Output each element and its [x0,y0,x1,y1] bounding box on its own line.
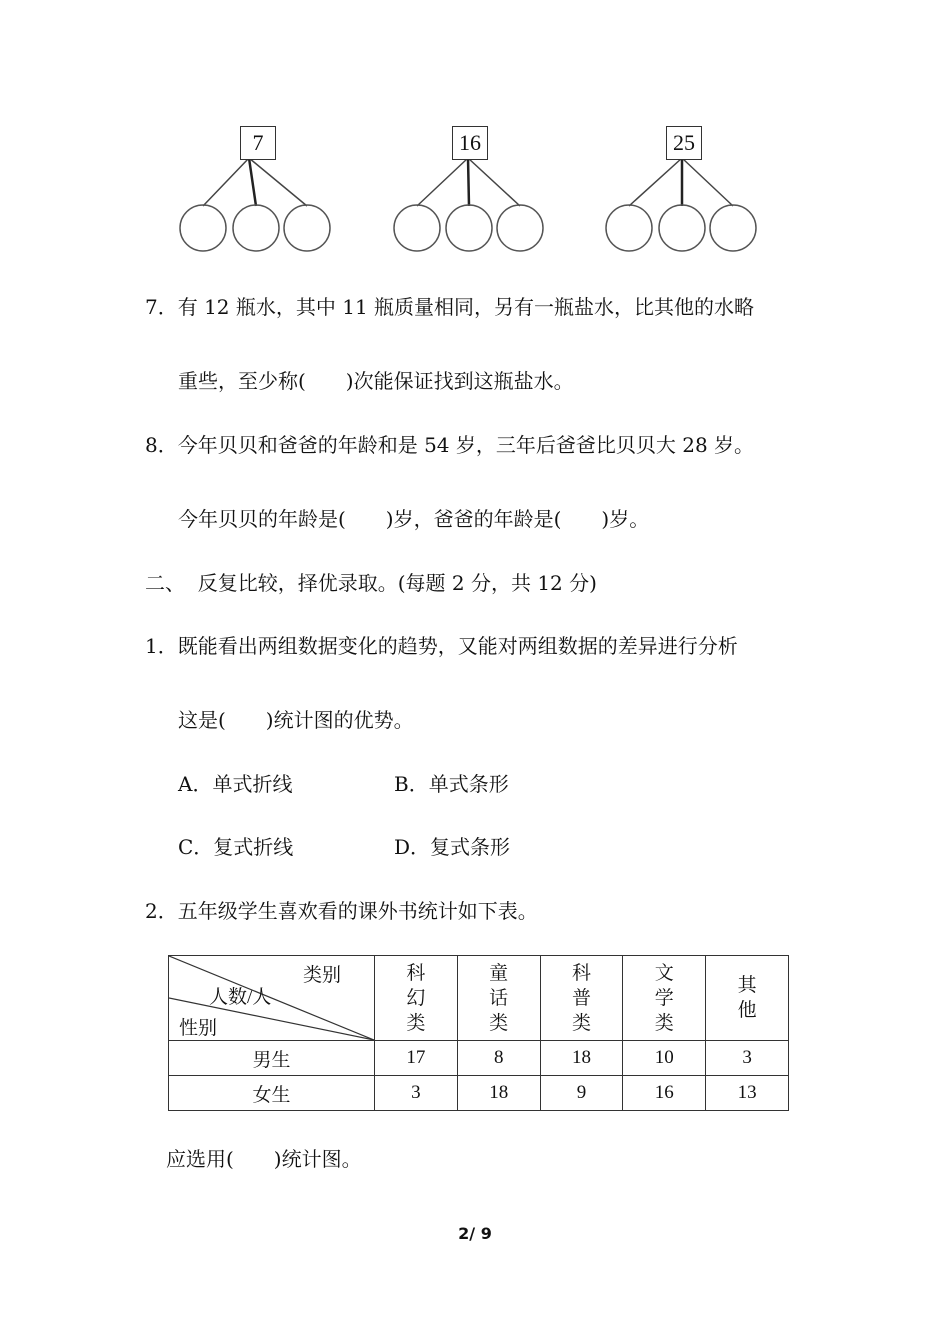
option-a: A．单式折线 [178,772,293,796]
option-d: D．复式条形 [394,835,511,859]
q8-line1: 8．今年贝贝和爸爸的年龄和是 54 岁，三年后爸爸比贝贝大 28 岁。 [145,433,755,457]
table-row [169,1041,789,1076]
option-b: B．单式条形 [394,772,509,796]
column-header: 科普类 [540,956,623,1041]
q7-line2: 重些，至少称( )次能保证找到这瓶盐水。 [178,369,574,393]
table-header-row [169,956,789,1041]
corner-label-gender: 性别 [179,1018,218,1039]
option-c: C．复式折线 [178,835,294,859]
table-corner-cell [169,956,375,1041]
table-cell: 16 [623,1076,706,1111]
book-stats-table [168,955,789,1111]
tree-circle [659,205,705,251]
tree-circle [233,205,279,251]
tree-top-number: 7 [240,126,276,160]
table-cell: 18 [457,1076,540,1111]
tree-circle [180,205,226,251]
column-header: 童话类 [457,956,540,1041]
column-header: 文学类 [623,956,706,1041]
table-cell: 9 [540,1076,623,1111]
row-label: 男生 [169,1041,375,1076]
corner-label-category: 类别 [303,965,342,986]
number-tree-3 [600,118,770,258]
row-label: 女生 [169,1076,375,1111]
s2-q2-line1: 2．五年级学生喜欢看的课外书统计如下表。 [145,899,538,923]
s2-q1-line2: 这是( )统计图的优势。 [178,708,414,732]
section2-title: 二、 反复比较，择优录取。(每题 2 分，共 12 分) [145,571,597,595]
q7-line1: 7．有 12 瓶水，其中 11 瓶质量相同，另有一瓶盐水，比其他的水略 [145,295,755,319]
table-cell: 18 [540,1041,623,1076]
page-number: 2/ 9 [458,1224,492,1243]
tree-circle [606,205,652,251]
table-cell: 8 [457,1041,540,1076]
table-cell: 3 [375,1076,458,1111]
table-row [169,1076,789,1111]
tree-circle [284,205,330,251]
table-cell: 13 [706,1076,789,1111]
number-tree-2 [386,118,556,258]
tree-top-number: 16 [452,126,488,160]
table-cell: 10 [623,1041,706,1076]
s2-q2-answer: 应选用( )统计图。 [166,1147,362,1171]
column-header: 其他 [706,956,789,1041]
tree-circle [497,205,543,251]
tree-circle [710,205,756,251]
s2-q1-line1: 1．既能看出两组数据变化的趋势，又能对两组数据的差异进行分析 [145,634,738,658]
table-cell: 3 [706,1041,789,1076]
table-cell: 17 [375,1041,458,1076]
column-header: 科幻类 [375,956,458,1041]
tree-circle [446,205,492,251]
tree-circle [394,205,440,251]
q8-line2: 今年贝贝的年龄是( )岁，爸爸的年龄是( )岁。 [178,507,650,531]
corner-label-count: 人数/人 [209,987,272,1008]
tree-top-number: 25 [666,126,702,160]
number-tree-1 [172,118,342,258]
